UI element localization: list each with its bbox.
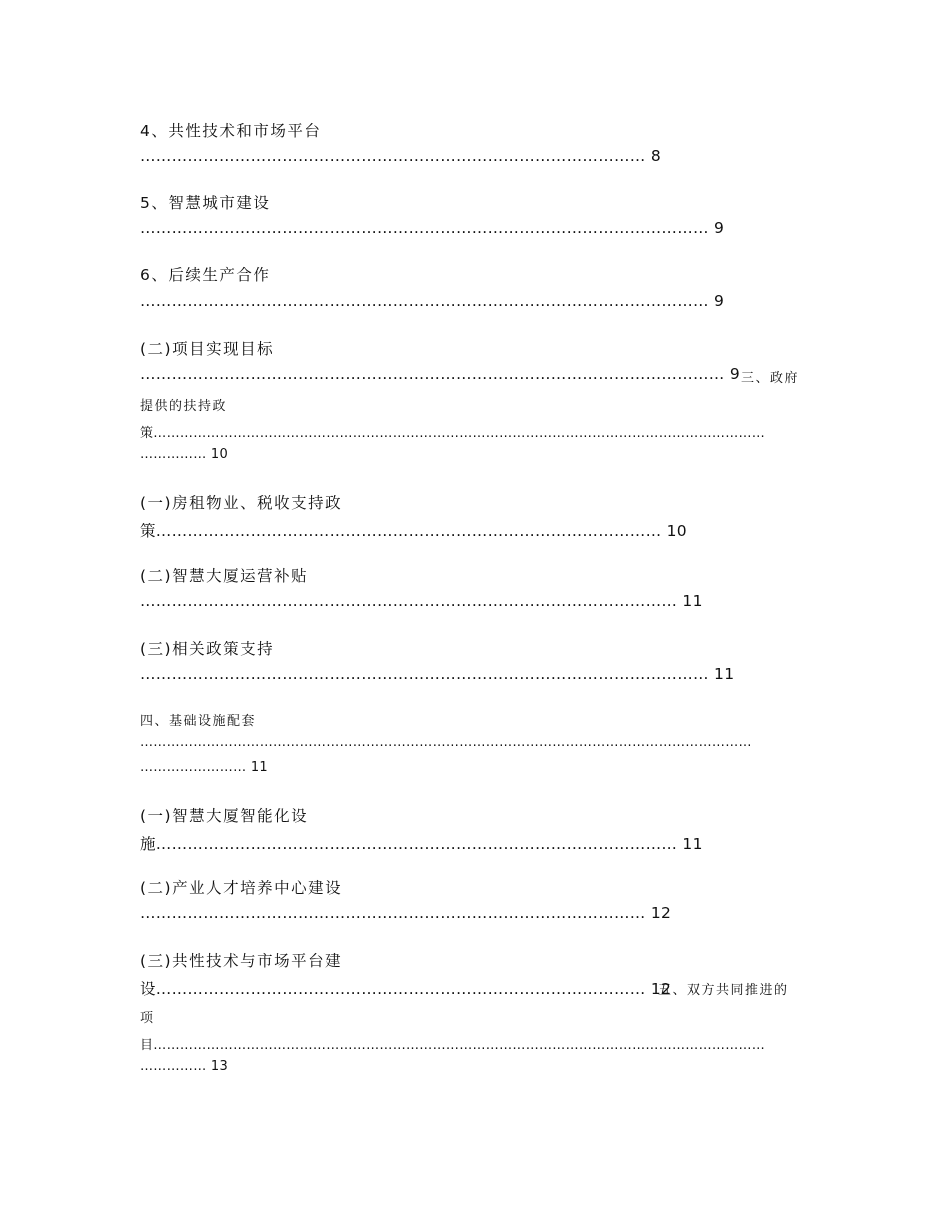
toc-entry-page: …………………… 11 bbox=[140, 760, 268, 775]
toc-entry-leader: 设………………………………………………………………………………… 12 bbox=[140, 980, 672, 998]
toc-entry-title: (一)智慧大厦智能化设 bbox=[140, 807, 309, 825]
toc-entry-leader: ………………………………………………………………………………………………………………………… bbox=[140, 735, 752, 750]
toc-entry-leader: 施……………………………………………………………………………………… 11 bbox=[140, 835, 703, 853]
toc-entry-title: (二)产业人才培养中心建设 bbox=[140, 879, 343, 897]
toc-entry-page: …………… 13 bbox=[140, 1059, 229, 1074]
toc-entry-leader: ………………………………………………………………………………………… 11 bbox=[140, 592, 703, 610]
toc-entry-leader: ……………………………………………………………………………………………… 9 bbox=[140, 292, 725, 310]
toc-entry-leader: 策………………………………………………………………………………………………………………………… bbox=[140, 426, 766, 441]
toc-section-heading: 四、基础设施配套 bbox=[140, 714, 257, 729]
toc-entry-title: (一)房租物业、税收支持政 bbox=[140, 494, 343, 512]
toc-entry-leader: …………………………………………………………………………………… 12 bbox=[140, 904, 672, 922]
toc-entry-leader: ……………………………………………………………………………………………… 11 bbox=[140, 665, 735, 683]
toc-section-heading-cont: 提供的扶持政 bbox=[140, 399, 228, 414]
toc-entry-title: 6、后续生产合作 bbox=[140, 266, 271, 284]
toc-section-heading-cont: 项 bbox=[140, 1011, 155, 1026]
toc-entry-title: (三)相关政策支持 bbox=[140, 640, 275, 658]
toc-entry-leader: 策…………………………………………………………………………………… 10 bbox=[140, 522, 687, 540]
toc-entry-title: (三)共性技术与市场平台建 bbox=[140, 952, 343, 970]
toc-section-heading: 三、政府 bbox=[741, 371, 800, 386]
toc-entry-title: 4、共性技术和市场平台 bbox=[140, 122, 322, 140]
toc-entry-leader: ………………………………………………………………………………………………… 9 bbox=[140, 365, 740, 383]
toc-entry-page: …………… 10 bbox=[140, 447, 229, 462]
toc-entry-leader: …………………………………………………………………………………… 8 bbox=[140, 147, 661, 165]
toc-section-heading: 五、双方共同推进的 bbox=[658, 983, 789, 998]
toc-entry-title: (二)智慧大厦运营补贴 bbox=[140, 567, 309, 585]
toc-entry-leader: 目………………………………………………………………………………………………………………………… bbox=[140, 1038, 766, 1053]
toc-entry-leader: ……………………………………………………………………………………………… 9 bbox=[140, 219, 725, 237]
toc-entry-title: 5、智慧城市建设 bbox=[140, 194, 271, 212]
toc-entry-title: (二)项目实现目标 bbox=[140, 340, 275, 358]
